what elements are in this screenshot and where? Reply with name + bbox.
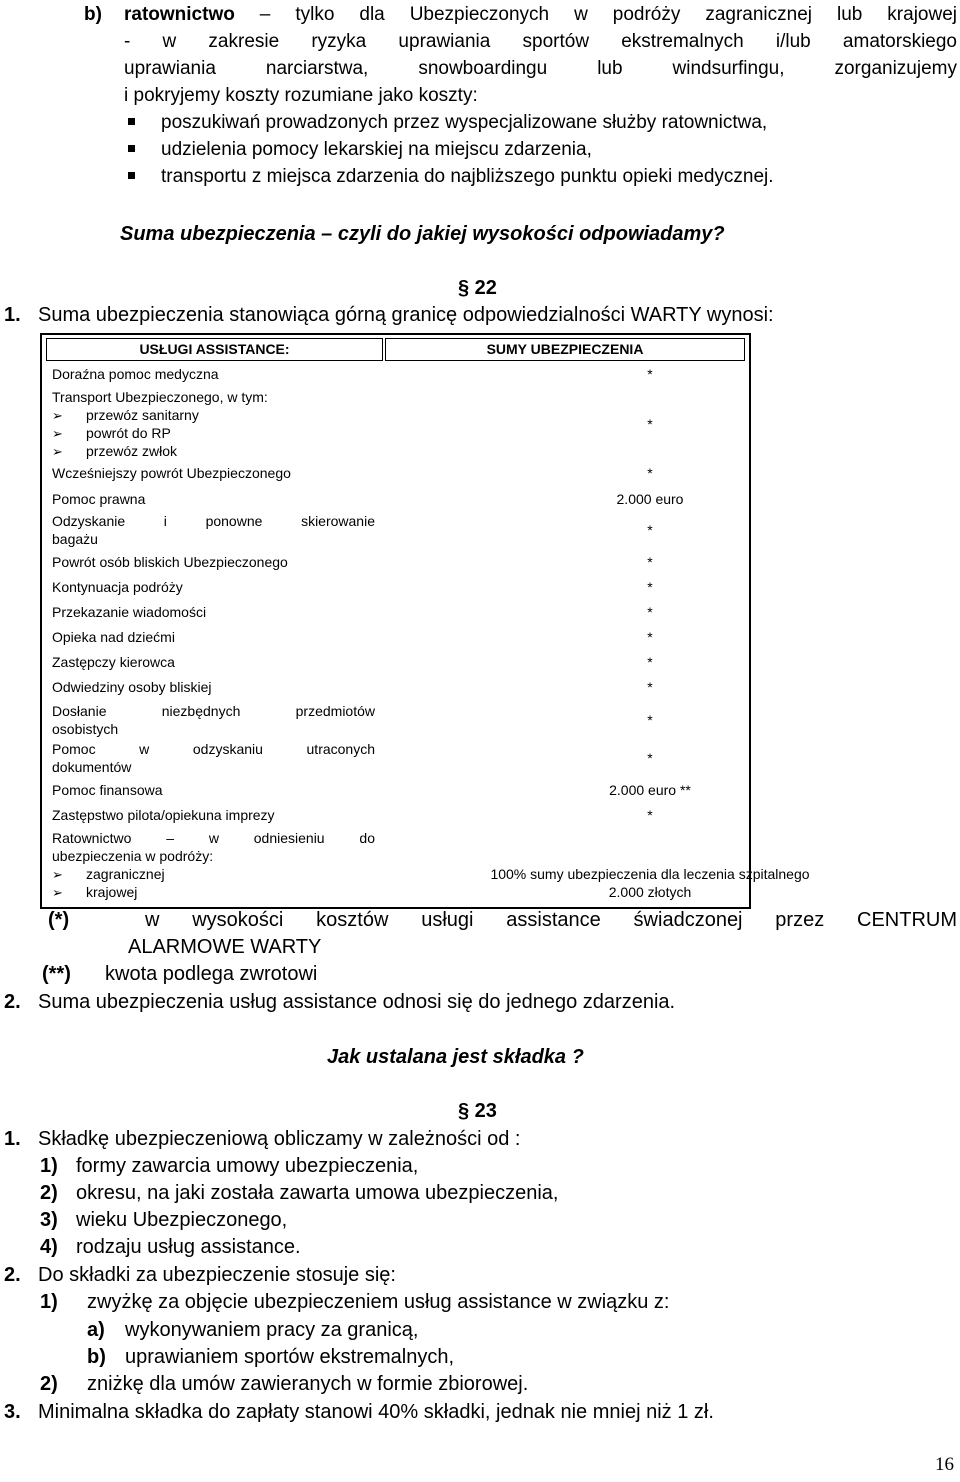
item-text: Minimalna składka do zapłaty stanowi 40% składki, jednak nie mniej niż 1 zł. [38,1401,714,1423]
footnote-text: ALARMOWE WARTY [128,936,322,958]
table-cell-value: * [647,465,653,481]
subitem-number: 1) [40,1291,58,1313]
subitem-text: zniżkę dla umów zawieranych w formie zbiorowej. [87,1373,529,1395]
table-cell-service: Doraźna pomoc medyczna [52,366,219,382]
table-header-sums: SUMY UBEZPIECZENIA [385,338,745,361]
table-cell-service: Zastępczy kierowca [52,654,175,670]
arrow-bullet-icon: ➢ [52,867,63,882]
subitem-text: wieku Ubezpieczonego, [76,1209,288,1231]
section-heading: Suma ubezpieczenia – czyli do jakiej wysokości odpowiadamy? [120,223,725,245]
paragraph-symbol: § 22 [458,277,497,299]
subitem-number: 4) [40,1236,58,1258]
table-cell-service: osobistych [52,721,119,737]
item-number: 2. [4,991,21,1013]
footnote-text: w wysokości kosztów usługi assistance świadczonej przez CENTRUM [145,909,957,931]
table-cell-value: * [647,554,653,570]
table-cell-value: * [647,629,653,645]
intro-line: ratownictwo – tylko dla Ubezpieczonych w podróży zagranicznej lub krajowej [124,4,957,25]
table-cell-service: Odwiedziny osoby bliskiej [52,679,212,695]
table-subitem: ➢ przewóz sanitarny [52,407,199,423]
intro-line: - w zakresie ryzyka uprawiania sportów ekstremalnych i/lub amatorskiego [124,31,957,52]
table-subitem: ➢ powrót do RP [52,425,171,441]
table-cell-value: 2.000 złotych [608,884,692,900]
subitem-text: zwyżkę za objęcie ubezpieczeniem usług assistance w związku z: [87,1291,670,1313]
subitem-number: 1) [40,1155,58,1177]
bullet-text: transportu z miejsca zdarzenia do najbliższego punktu opieki medycznej. [161,166,774,187]
table-cell-service: ubezpieczenia w podróży: [52,848,214,864]
table-cell-service: dokumentów [52,759,132,775]
arrow-bullet-icon: ➢ [52,885,63,900]
table-cell-service: Przekazanie wiadomości [52,604,207,620]
table-cell-value: * [647,807,653,823]
table-cell-value: * [647,750,653,766]
table-cell-service: Dosłanie niezbędnych przedmiotów [52,703,375,719]
bullet-text: poszukiwań prowadzonych przez wyspecjalizowane służby ratownictwa, [161,112,768,133]
table-cell-service: Pomoc finansowa [52,782,163,798]
table-cell-value: * [647,654,653,670]
intro-lead-word: ratownictwo [124,4,235,25]
intro-line: i pokryjemy koszty rozumiane jako koszty: [124,85,478,106]
subitem-letter: a) [87,1319,105,1341]
section-heading: Jak ustalana jest składka ? [327,1046,584,1068]
table-cell-service: Pomoc prawna [52,491,146,507]
item-number: 1. [4,304,21,326]
table-cell-service: Odzyskanie i ponowne skierowanie [52,513,375,529]
item-text: Składkę ubezpieczeniową obliczamy w zależności od : [38,1128,521,1150]
table-cell-value: * [647,712,653,728]
bullet-text: udzielenia pomocy lekarskiej na miejscu zdarzenia, [161,139,592,160]
table-cell-service: Opieka nad dziećmi [52,629,175,645]
item-text: Suma ubezpieczenia stanowiąca górną granicę odpowiedzialności WARTY wynosi: [38,304,774,326]
subitem-number: 2) [40,1373,58,1395]
intro-line: uprawiania narciarstwa, snowboardingu lub windsurfingu, zorganizujemy [124,58,957,79]
table-cell-service: Powrót osób bliskich Ubezpieczonego [52,554,288,570]
table-cell-service: Transport Ubezpieczonego, w tym: [52,389,268,405]
arrow-bullet-icon: ➢ [52,444,63,459]
table-subitem: ➢ zagranicznej [52,866,165,882]
table-cell-value: * [647,579,653,595]
subitem-text: rodzaju usług assistance. [76,1236,301,1258]
subitem-text: formy zawarcia umowy ubezpieczenia, [76,1155,419,1177]
bullet-icon [128,145,135,152]
table-subitem: ➢ przewóz zwłok [52,443,178,459]
page-number: 16 [935,1454,954,1475]
item-number: 1. [4,1128,21,1150]
subitem-text: okresu, na jaki została zawarta umowa ubezpieczenia, [76,1182,559,1204]
footnote-mark: (**) [42,963,71,985]
table-cell-value: * [647,522,653,538]
table-cell-service: Pomoc w odzyskaniu utraconych [52,741,375,757]
table-cell-service: Zastępstwo pilota/opiekuna imprezy [52,807,275,823]
subitem-letter: b) [87,1346,106,1368]
subitem-number: 2) [40,1182,58,1204]
item-text: Suma ubezpieczenia usług assistance odnosi się do jednego zdarzenia. [38,991,676,1013]
table-cell-value: 2.000 euro ** [609,782,691,798]
table-cell-service: bagażu [52,531,98,547]
table-subitem: ➢ krajowej [52,884,138,900]
paragraph-symbol: § 23 [458,1100,497,1122]
table-cell-value: 100% sumy ubezpieczenia dla leczenia szpitalnego [490,866,810,882]
table-cell-service: Kontynuacja podróży [52,579,183,595]
table-cell-service: Wcześniejszy powrót Ubezpieczonego [52,465,291,481]
item-number: 3. [4,1401,21,1423]
table-cell-value: * [647,416,653,432]
footnote-mark: (*) [48,909,70,931]
footnote-text: kwota podlega zwrotowi [105,963,318,985]
subitem-text: wykonywaniem pracy za granicą, [125,1319,419,1341]
arrow-bullet-icon: ➢ [52,426,63,441]
table-header-services: USŁUGI ASSISTANCE: [46,338,383,361]
subitem-text: uprawianiem sportów ekstremalnych, [125,1346,455,1368]
item-number: 2. [4,1264,21,1286]
table-cell-service: Ratownictwo – w odniesieniu do [52,830,375,846]
item-text: Do składki za ubezpieczenie stosuje się: [38,1264,396,1286]
table-cell-value: * [647,366,653,382]
bullet-icon [128,118,135,125]
table-cell-value: * [647,604,653,620]
subitem-number: 3) [40,1209,58,1231]
table-cell-value: * [647,679,653,695]
bullet-icon [128,172,135,179]
intro-label: b) [84,4,102,25]
table-cell-value: 2.000 euro [616,491,684,507]
arrow-bullet-icon: ➢ [52,408,63,423]
